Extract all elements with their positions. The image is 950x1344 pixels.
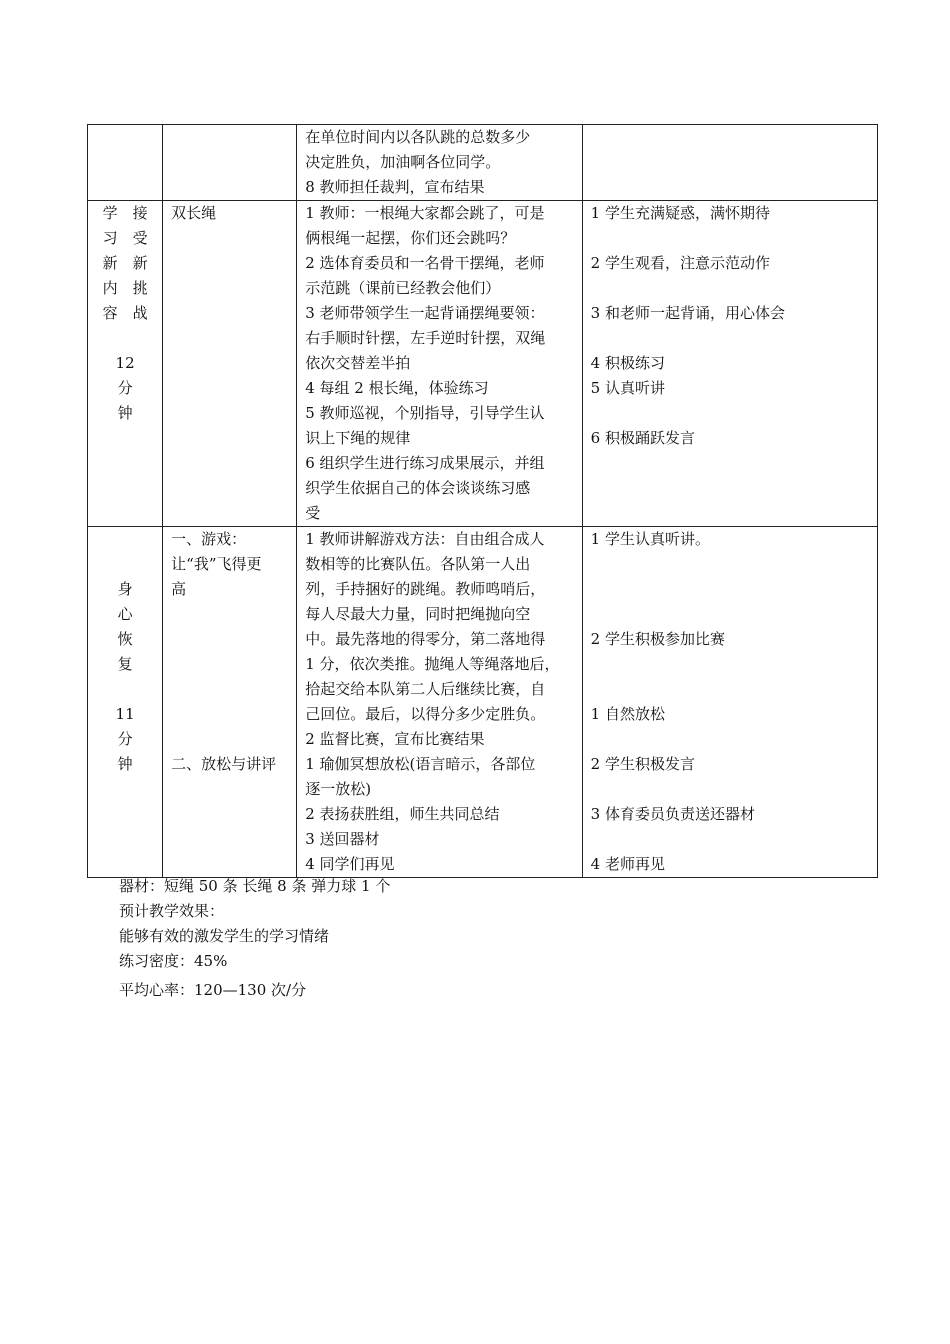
teacher-line: 4 同学们再见 [305, 855, 395, 873]
teacher-line: 6 组织学生进行练习成果展示，并组 [305, 454, 545, 472]
student-line: 2 学生积极发言 [590, 755, 695, 773]
phase-label-line: 复 [117, 655, 133, 673]
teacher-line: 8 教师担任裁判，宣布结果 [305, 178, 485, 196]
teacher-line: 在单位时间内以各队跳的总数多少 [305, 128, 531, 146]
phase-label-line: 心 [117, 605, 133, 623]
item-cell [163, 125, 297, 201]
teacher-activity-cell [297, 125, 582, 201]
average-heart-rate: 平均心率：120—130 次/分 [119, 981, 307, 999]
duration-value: 12 [115, 354, 135, 372]
duration-unit: 钟 [117, 755, 133, 773]
student-line: 3 体育委员负责送还器材 [590, 805, 755, 823]
teacher-line: 俩根绳一起摆，你们还会跳吗？ [305, 229, 516, 247]
phase-label-line: 新 新 [102, 254, 148, 272]
phase-label-line: 内 挑 [102, 279, 148, 297]
student-activity-cell [582, 125, 877, 201]
teacher-line: 识上下绳的规律 [305, 429, 411, 447]
teacher-activity-cell [297, 527, 582, 878]
student-line: 3 和老师一起背诵，用心体会 [590, 304, 785, 322]
student-line: 1 自然放松 [590, 705, 665, 723]
teacher-line: 3 老师带领学生一起背诵摆绳要领： [305, 304, 545, 322]
duration-unit: 分 [117, 379, 133, 397]
student-line: 5 认真听讲 [590, 379, 665, 397]
phase-label-line: 恢 [117, 630, 133, 648]
student-line: 4 积极练习 [590, 354, 665, 372]
duration-unit: 分 [117, 730, 133, 748]
teacher-line: 示范跳（课前已经教会他们） [305, 279, 501, 297]
table-row-learn-new-content [88, 201, 878, 527]
student-activity-cell [582, 527, 877, 878]
equipment-text: 器材：短绳 50 条 长绳 8 条 弹力球 1 个 [119, 877, 391, 895]
teacher-line: 中。最先落地的得零分，第二落地得 [305, 630, 546, 648]
student-line: 6 积极踊跃发言 [590, 429, 695, 447]
table-row-recovery [88, 527, 878, 878]
student-activity-cell [582, 201, 877, 527]
teacher-line: 2 表扬获胜组，师生共同总结 [305, 805, 500, 823]
duration-value: 11 [115, 705, 135, 723]
lesson-footer [119, 874, 390, 1003]
teacher-line: 每人尽最大力量，同时把绳抛向空 [305, 605, 531, 623]
teacher-line: 依次交替差半拍 [305, 354, 411, 372]
student-line: 1 学生充满疑惑，满怀期待 [590, 204, 770, 222]
teacher-line: 2 选体育委员和一名骨干摆绳，老师 [305, 254, 545, 272]
item-game-heading: 一、游戏： [171, 530, 247, 548]
phase-label-cell [88, 201, 163, 527]
teacher-line: 1 教师讲解游戏方法：自由组合成人 [305, 530, 545, 548]
item-cell [163, 201, 297, 527]
phase-label-line: 身 [117, 580, 133, 598]
phase-label-line: 习 受 [102, 229, 148, 247]
item-cell [163, 527, 297, 878]
teacher-line: 1 教师：一根绳大家都会跳了，可是 [305, 204, 545, 222]
table-row-continuation [88, 125, 878, 201]
student-line: 4 老师再见 [590, 855, 665, 873]
teacher-line: 4 每组 2 根长绳，体验练习 [305, 379, 489, 397]
effect-text: 能够有效的激发学生的学习情绪 [119, 927, 330, 945]
teacher-activity-cell [297, 201, 582, 527]
item-relax-heading: 二、放松与讲评 [171, 755, 277, 773]
teacher-line: 数相等的比赛队伍。各队第一人出 [305, 555, 531, 573]
item-game-name: 让“我”飞得更 [171, 555, 262, 573]
duration-unit: 钟 [117, 404, 133, 422]
teacher-line: 拾起交给本队第二人后继续比赛，自 [305, 680, 546, 698]
phase-cell [88, 125, 163, 201]
student-line: 2 学生观看，注意示范动作 [590, 254, 770, 272]
teacher-line: 3 送回器材 [305, 830, 380, 848]
teacher-line: 1 分，依次类推。抛绳人等绳落地后， [305, 655, 560, 673]
teacher-line: 逐一放松) [305, 780, 372, 798]
teacher-line: 右手顺时针摆，左手逆时针摆，双绳 [305, 329, 546, 347]
teacher-line: 5 教师巡视，个别指导，引导学生认 [305, 404, 545, 422]
phase-label-line: 容 战 [102, 304, 148, 322]
item-game-name: 高 [171, 580, 187, 598]
item-name: 双长绳 [171, 204, 217, 222]
phase-label-line: 学 接 [102, 204, 148, 222]
student-line: 1 学生认真听讲。 [590, 530, 710, 548]
teacher-line: 1 瑜伽冥想放松(语言暗示，各部位 [305, 755, 536, 773]
teacher-line: 己回位。最后，以得分多少定胜负。 [305, 705, 546, 723]
teacher-line: 决定胜负，加油啊各位同学。 [305, 153, 501, 171]
lesson-plan-table [87, 124, 878, 878]
teacher-line: 2 监督比赛，宣布比赛结果 [305, 730, 485, 748]
student-line: 2 学生积极参加比赛 [590, 630, 725, 648]
teacher-line: 受 [305, 504, 321, 522]
phase-label-cell [88, 527, 163, 878]
practice-density: 练习密度：45% [119, 952, 228, 970]
teacher-line: 列，手持捆好的跳绳。教师鸣哨后， [305, 580, 546, 598]
effect-title: 预计教学效果： [119, 902, 225, 920]
teacher-line: 织学生依据自己的体会谈谈练习感 [305, 479, 531, 497]
